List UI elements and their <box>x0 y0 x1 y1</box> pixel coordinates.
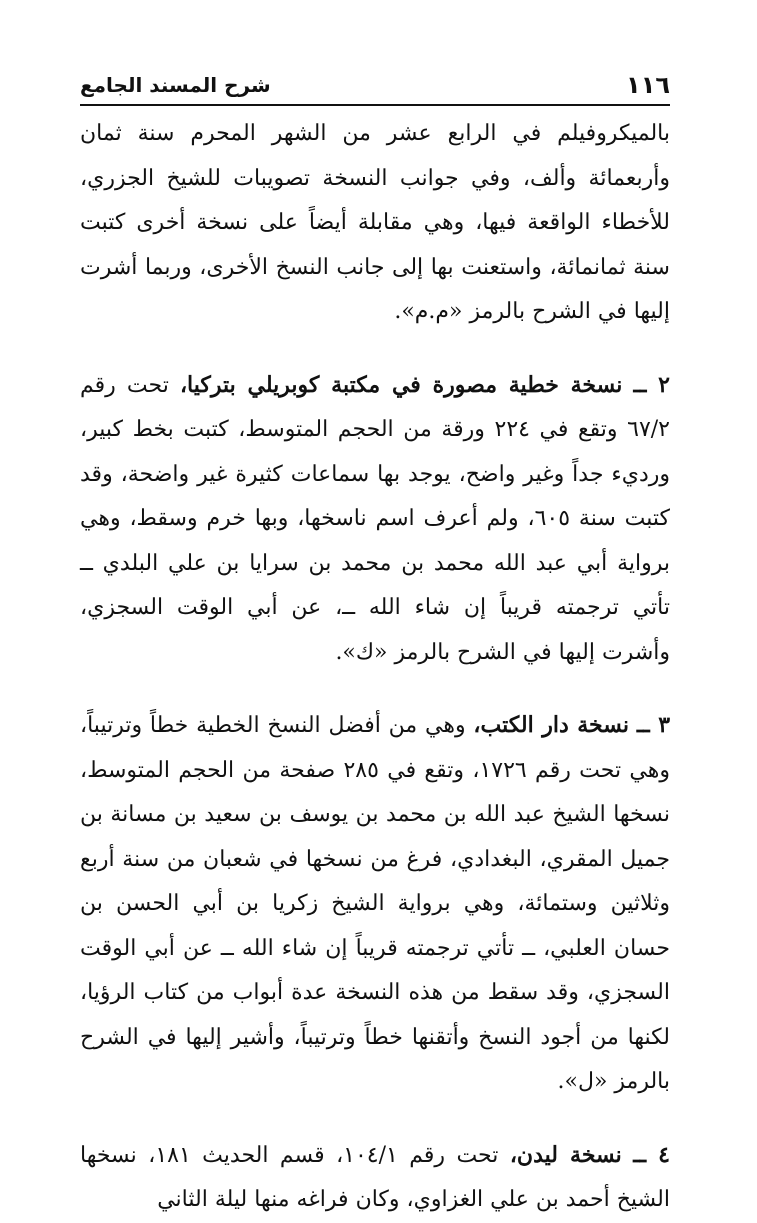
page-header <box>80 70 670 102</box>
paragraph-manuscript-4 <box>80 1133 670 1223</box>
item-number: ٢ ــ <box>633 371 670 398</box>
item-number: ٤ ــ <box>633 1141 670 1168</box>
item-number: ٣ ــ <box>636 712 671 738</box>
paragraph-text: بالميكروفيلم في الرابع عشر من الشهر المحرم سنة ثمان وأربعمائة وألف، وفي جوانب النسخة تصويبات للشيخ الجزري، للأخطاء الواقعة فيها، وهي مقابلة أيضاً على نسخة أخرى كتبت سنة ثمانمائة، واستعنت بها إلى جانب النسخ الأخرى، وربما أشرت إليها في الشرح بالرمز «م.م». <box>80 121 670 324</box>
manuscript-title: نسخة دار الكتب، <box>473 712 629 738</box>
header-divider <box>80 104 670 106</box>
page-number: ١١٦ <box>626 71 670 99</box>
running-title: شرح المسند الجامع <box>80 73 271 97</box>
paragraph-text: تحت رقم ٦٧/٢ وتقع في ٢٢٤ ورقة من الحجم المتوسط، كتبت بخط كبير، ورديء جداً وغير واضح، يوجد بها سماعات كثيرة غير واضحة، وقد كتبت سنة ٦٠٥، ولم أعرف اسم ناسخها، وبها خرم وسقط، وهي برواية أبي عبد الله محمد بن محمد بن سرايا بن علي البلدي ــ تأتي ترجمته قريباً إن شاء الله ــ، عن أبي الوقت السجزي، وأشرت إليها في الشرح بالرمز «ك». <box>80 372 670 665</box>
paragraph-manuscript-3 <box>80 703 670 1105</box>
paragraph-manuscript-2 <box>80 363 670 676</box>
paragraph-continuation <box>80 112 670 335</box>
paragraph-text: تحت رقم ١٠٤/١، قسم الحديث ١٨١، نسخها الشيخ أحمد بن علي الغزاوي، وكان فراغه منها ليلة الثاني <box>80 1142 670 1212</box>
manuscript-title: نسخة خطية مصورة في مكتبة كوبريلي بتركيا، <box>179 371 623 398</box>
body-text <box>80 112 670 1223</box>
paragraph-text: وهي من أفضل النسخ الخطية خطاً وترتيباً، وهي تحت رقم ١٧٢٦، وتقع في ٢٨٥ صفحة من الحجم المتوسط، نسخها الشيخ عبد الله بن محمد بن يوسف بن سعيد بن مسانة بن جميل المقري، البغدادي، فرغ من نسخها في شعبان من سنة أربع وثلاثين وستمائة، وهي برواية الشيخ زكريا بن أبي الحسن بن حسان العلبي، ــ تأتي ترجمته قريباً إن شاء الله ــ عن أبي الوقت السجزي، وقد سقط من هذه النسخة عدة أبواب من كتاب الرؤيا، لكنها من أجود النسخ وأتقنها خطاً وترتيباً، وأشير إليها في الشرح بالرمز «ل». <box>80 713 670 1094</box>
manuscript-title: نسخة ليدن، <box>509 1141 622 1168</box>
